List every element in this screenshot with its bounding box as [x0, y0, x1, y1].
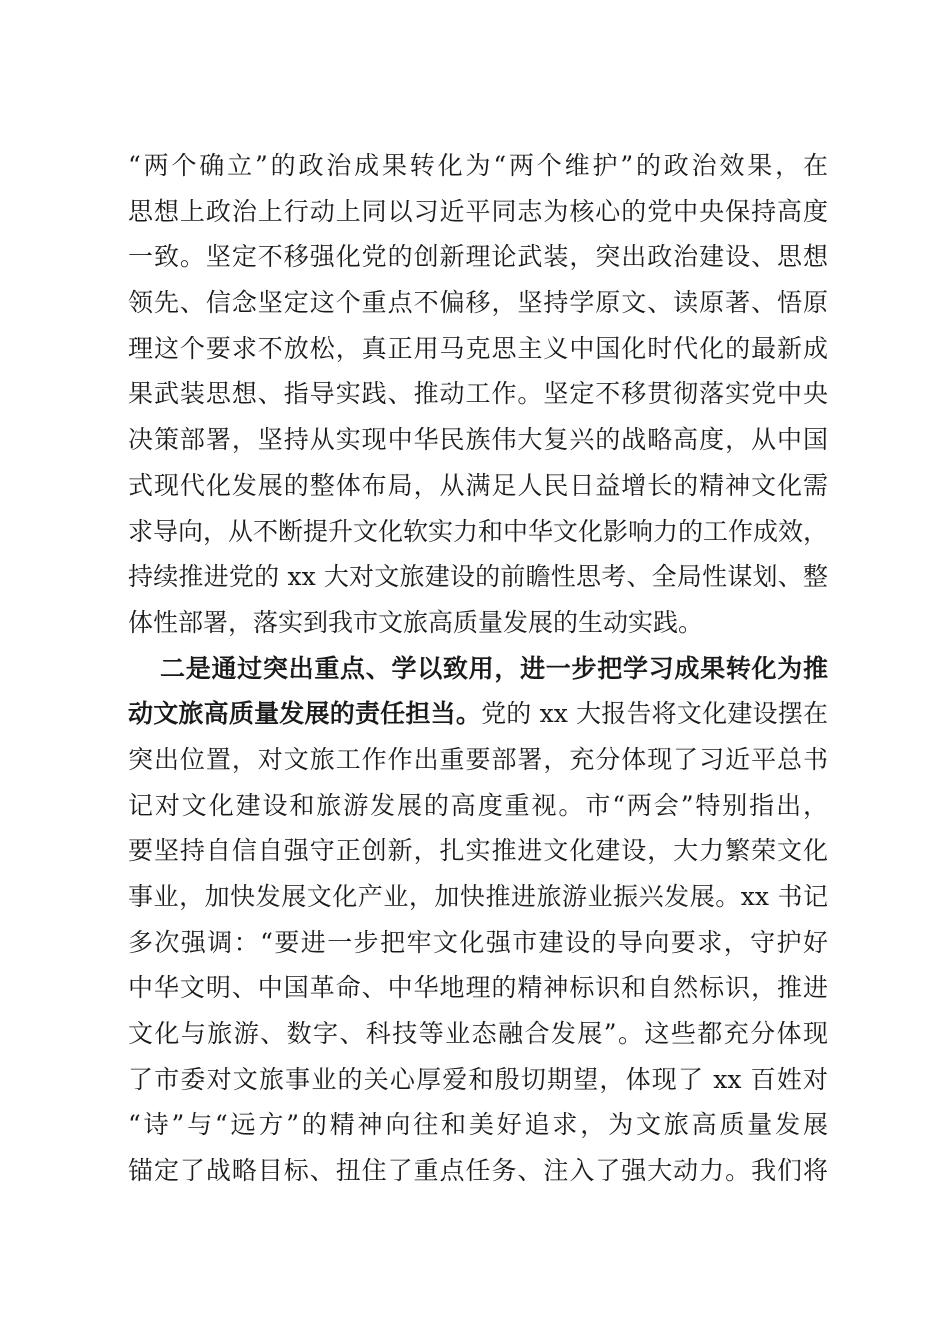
paragraph-2-line: 记对文化建设和旅游发展的高度重视。市“两会”特别指出，	[128, 790, 828, 820]
paragraph-1-line: 求导向，从不断提升文化软实力和中华文化影响力的工作成效，	[128, 516, 829, 546]
paragraph-1-line: 体性部署，落实到我市文旅高质量发展的生动实践。	[128, 607, 704, 637]
paragraph-1-line: 决策部署，坚持从实现中华民族伟大复兴的战略高度，从中国	[128, 425, 828, 455]
paragraph-2-line	[128, 691, 828, 737]
paragraph-2-line: “诗”与“远方”的精神向往和美好追求，为文旅高质量发展	[128, 1110, 828, 1140]
paragraph-2-line: 事业，加快发展文化产业，加快推进旅游业振兴发展。xx 书记	[128, 882, 828, 911]
paragraph-2-line: 锚定了战略目标、扭住了重点任务、注入了强大动力。我们将	[128, 1156, 828, 1186]
paragraph-1-line: “两个确立”的政治成果转化为“两个维护”的政治效果，在	[128, 151, 828, 180]
paragraph-2	[128, 646, 828, 1194]
paragraph-1-line: 果武装思想、指导实践、推动工作。坚定不移贯彻落实党中央	[128, 379, 828, 409]
paragraph-1-line: 理这个要求不放松，真正用马克思主义中国化时代化的最新成	[128, 333, 828, 363]
paragraph-1-line: 持续推进党的 xx 大对文旅建设的前瞻性思考、全局性谋划、整	[128, 562, 828, 592]
paragraph-2-heading-end: 动文旅高质量发展的责任担当。	[128, 699, 482, 729]
paragraph-1-line: 领先、信念坚定这个重点不偏移，坚持学原文、读原著、悟原	[128, 288, 828, 318]
paragraph-2-line: 突出位置，对文旅工作作出重要部署，充分体现了习近平总书	[128, 744, 828, 774]
paragraph-1-line: 思想上政治上行动上同以习近平同志为核心的党中央保持高度	[128, 196, 828, 226]
paragraph-1	[128, 143, 828, 646]
paragraph-2-line: 文化与旅游、数字、科技等业态融合发展”。这些都充分体现	[128, 1019, 828, 1049]
paragraph-2-line: 多次强调：“要进一步把牢文化强市建设的导向要求，守护好	[128, 927, 828, 957]
paragraph-2-heading-line: 二是通过突出重点、学以致用，进一步把学习成果转化为推	[160, 653, 828, 683]
paragraph-1-line: 式现代化发展的整体布局，从满足人民日益增长的精神文化需	[128, 470, 828, 500]
paragraph-1-line: 一致。坚定不移强化党的创新理论武装，突出政治建设、思想	[128, 242, 828, 272]
paragraph-2-line-rest: 党的 xx 大报告将文化建设摆在	[481, 699, 828, 729]
paragraph-2-line: 中华文明、中国革命、中华地理的精神标识和自然标识，推进	[128, 973, 828, 1003]
document-body	[128, 143, 828, 1194]
paragraph-2-line: 了市委对文旅事业的关心厚爱和殷切期望，体现了 xx 百姓对	[128, 1064, 828, 1094]
paragraph-2-line: 要坚持自信自强守正创新，扎实推进文化建设，大力繁荣文化	[128, 836, 828, 866]
